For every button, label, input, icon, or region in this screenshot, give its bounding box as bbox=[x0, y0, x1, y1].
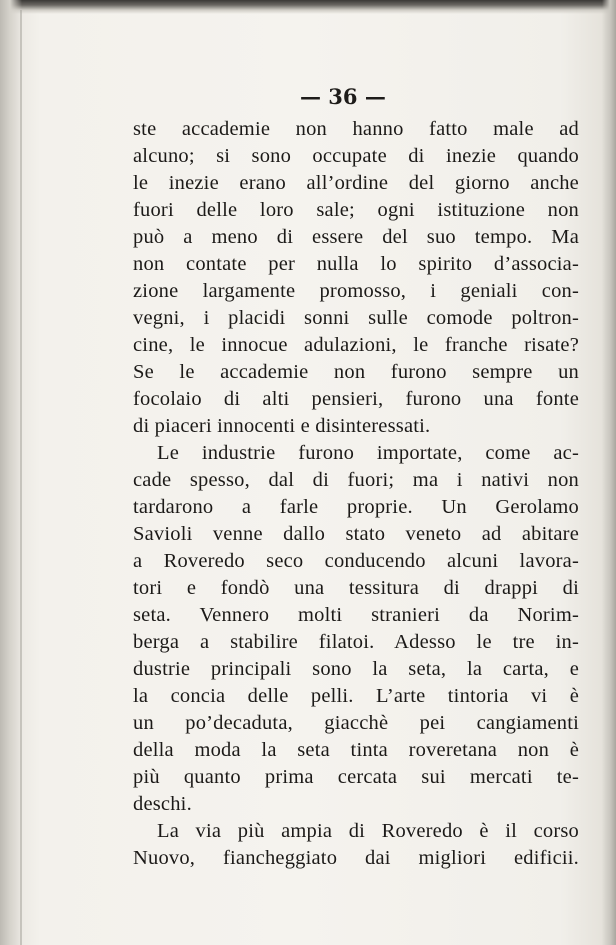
text-line: fuori delle loro sale; ogni istituzione non bbox=[133, 199, 579, 221]
text-line: può a meno di essere del suo tempo. Ma bbox=[133, 226, 579, 248]
text-line: più quanto prima cercata sui mercati te- bbox=[133, 766, 579, 788]
text-line: della moda la seta tinta roveretana non è bbox=[133, 739, 579, 761]
text-line: deschi. bbox=[133, 793, 192, 815]
page-right-edge bbox=[602, 0, 616, 945]
page-gutter-line bbox=[20, 10, 22, 945]
text-line: zione largamente promosso, i geniali con- bbox=[133, 280, 579, 302]
body-text bbox=[133, 116, 579, 872]
text-line: berga a stabilire filatoi. Adesso le tre in- bbox=[133, 631, 579, 653]
text-line: la concia delle pelli. L’arte tintoria vi è bbox=[133, 685, 579, 707]
text-line: non contate per nulla lo spirito d’associa- bbox=[133, 253, 579, 275]
text-line: di piaceri innocenti e disinteressati. bbox=[133, 415, 431, 437]
text-line: tori e fondò una tessitura di drappi di bbox=[133, 577, 579, 599]
text-line: un po’decaduta, giacchè pei cangiamenti bbox=[133, 712, 579, 734]
paragraph-start-line: Le industrie furono importate, come ac- bbox=[157, 442, 579, 464]
text-line: dustrie principali sono la seta, la carta, e bbox=[133, 658, 579, 680]
page-left-edge bbox=[0, 0, 22, 945]
text-line: tardarono a farle proprie. Un Gerolamo bbox=[133, 496, 579, 518]
page-top-edge bbox=[0, 0, 616, 14]
text-line: a Roveredo seco conducendo alcuni lavora- bbox=[133, 550, 579, 572]
text-line: Savioli venne dallo stato veneto ad abitare bbox=[133, 523, 579, 545]
text-line: Se le accademie non furono sempre un bbox=[133, 361, 579, 383]
text-line: cade spesso, dal di fuori; ma i nativi non bbox=[133, 469, 579, 491]
text-line: focolaio di alti pensieri, furono una fonte bbox=[133, 388, 579, 410]
text-line: cine, le innocue adulazioni, le franche risate? bbox=[133, 334, 579, 356]
text-line: vegni, i placidi sonni sulle comode poltron- bbox=[133, 307, 579, 329]
text-line: alcuno; si sono occupate di inezie quando bbox=[133, 145, 579, 167]
text-line: seta. Vennero molti stranieri da Norim- bbox=[133, 604, 579, 626]
text-line: Nuovo, fiancheggiato dai migliori edificii. bbox=[133, 847, 579, 869]
text-line: le inezie erano all’ordine del giorno anche bbox=[133, 172, 579, 194]
page-number: — 36 — bbox=[300, 84, 386, 109]
text-line: ste accademie non hanno fatto male ad bbox=[133, 118, 579, 140]
paragraph-start-line: La via più ampia di Roveredo è il corso bbox=[157, 820, 579, 842]
